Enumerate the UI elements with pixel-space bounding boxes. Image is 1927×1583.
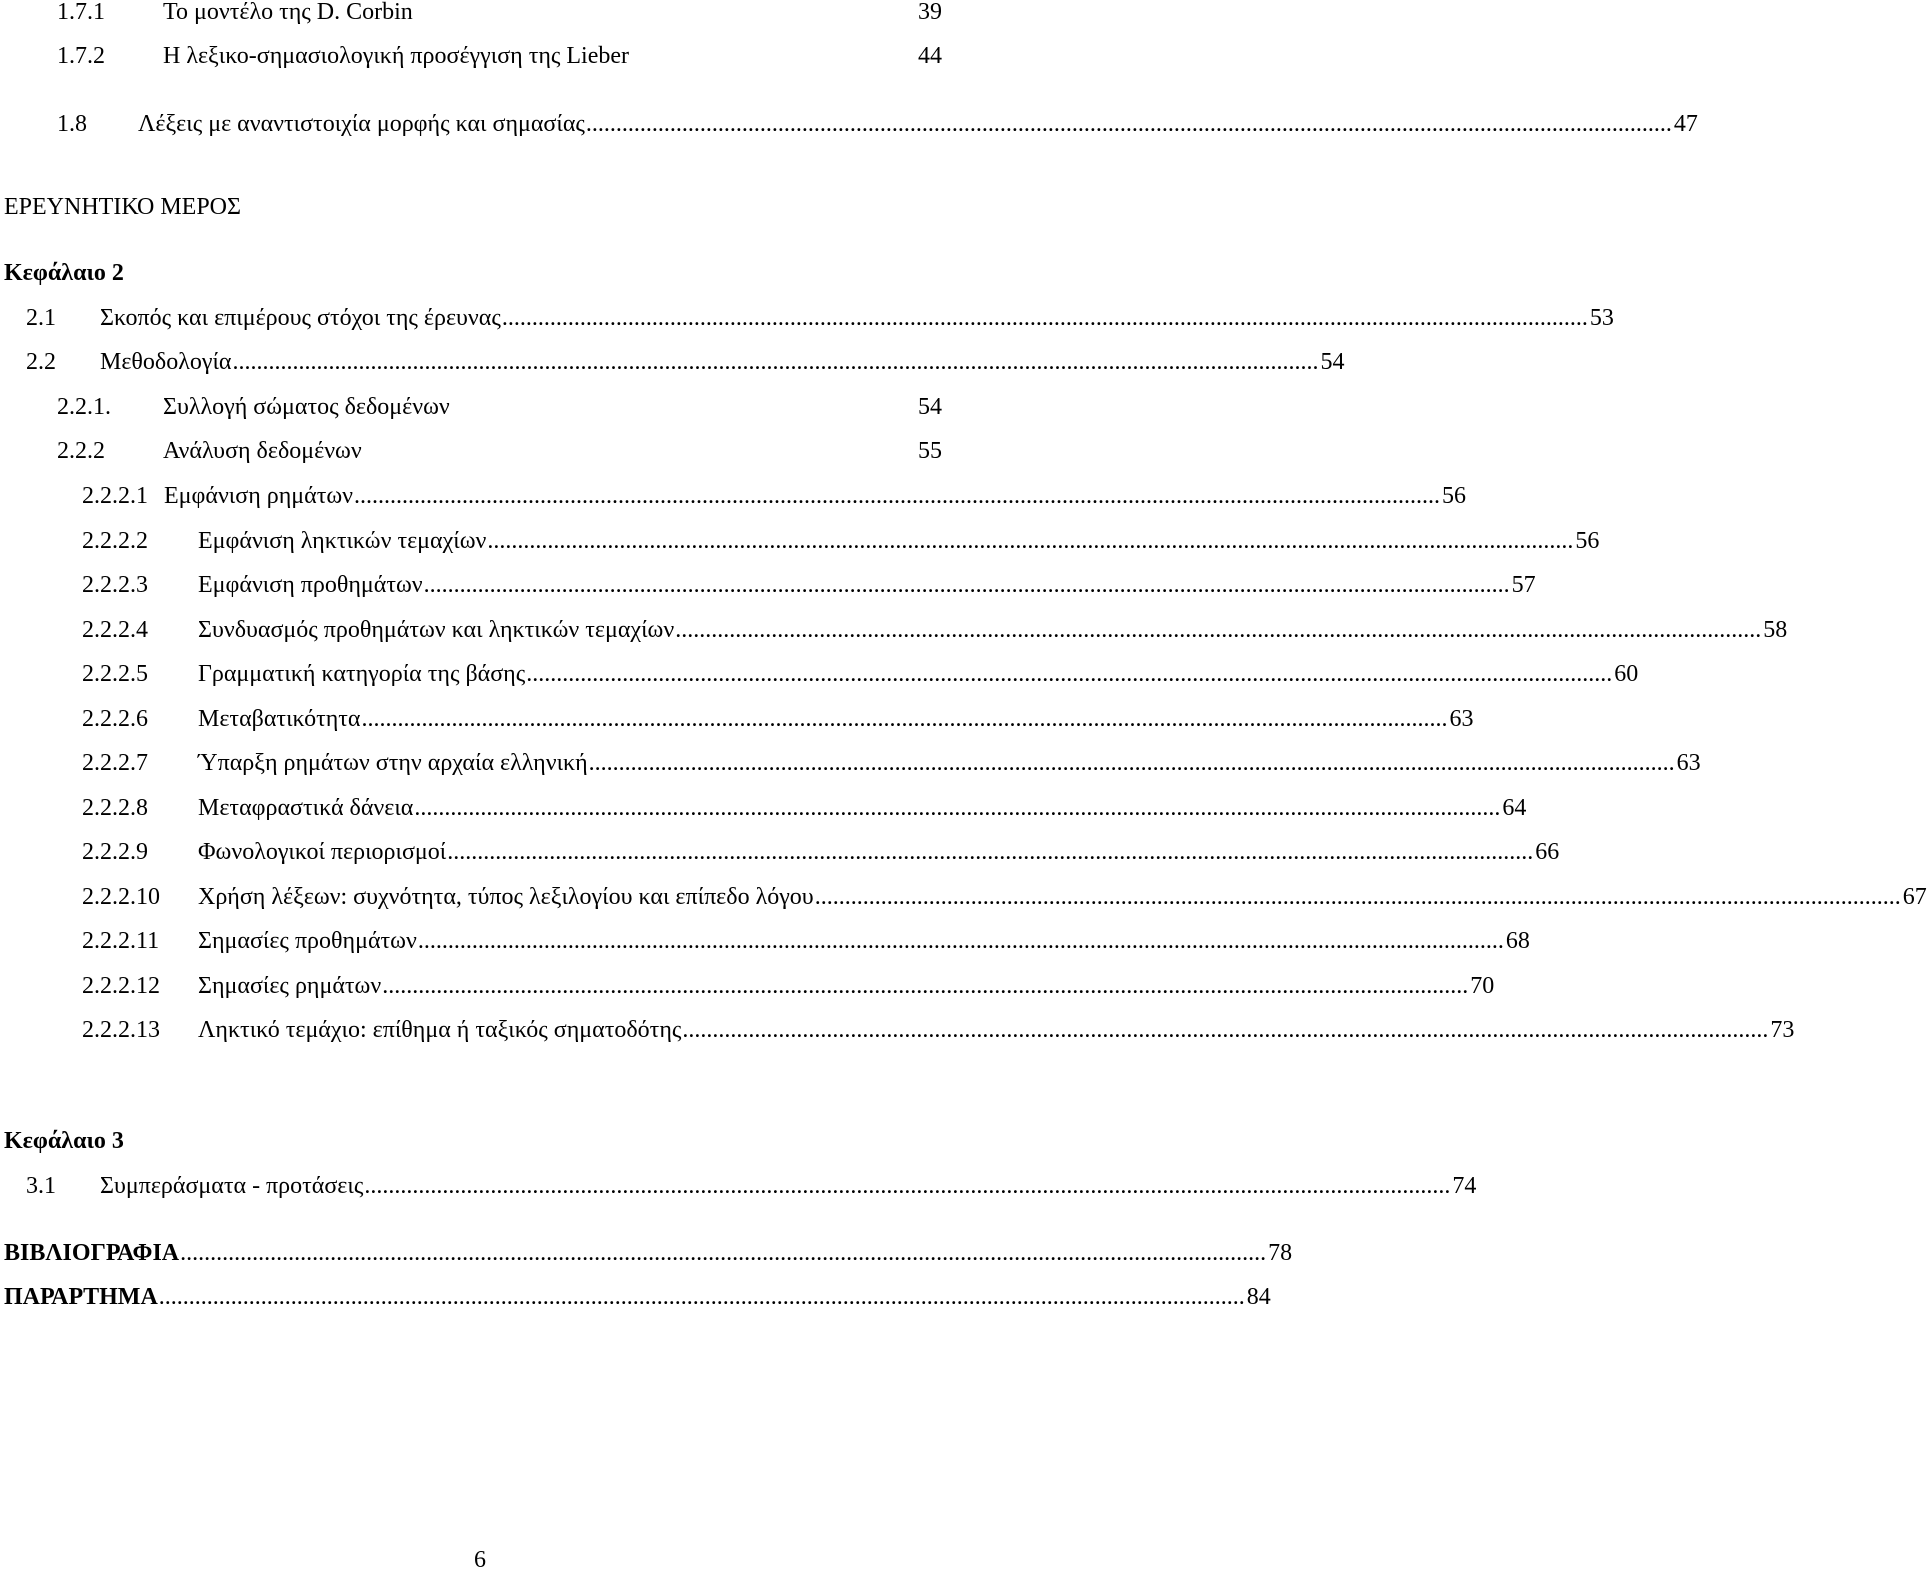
toc-entry-title: Ανάλυση δεδομένων: [163, 438, 362, 464]
toc-entry-page: 63: [1449, 706, 1474, 732]
toc-entry-number: 2.2.2.6: [82, 706, 148, 732]
toc-entry-page: 73: [1770, 1017, 1795, 1043]
toc-entry-title: ΒΙΒΛΙΟΓΡΑΦΙΑ: [4, 1240, 180, 1266]
toc-entry-page: 55: [918, 438, 942, 464]
toc-entry[interactable]: [0, 610, 1788, 650]
toc-entry-page: 54: [1320, 349, 1345, 375]
toc-entry[interactable]: [0, 431, 960, 471]
toc-entry-page: 63: [1676, 750, 1701, 776]
toc-entry[interactable]: [0, 1166, 1477, 1206]
toc-entry[interactable]: [0, 699, 1474, 739]
page-number: 6: [474, 1547, 486, 1573]
dot-leader: .....................................................................................................................................................................................: [180, 1240, 1267, 1266]
toc-entry-number: 2.2.2.1: [82, 483, 148, 509]
toc-entry-page: 60: [1614, 661, 1639, 687]
dot-leader: .....................................................................................................................................................................................: [414, 795, 1501, 821]
toc-entry-title: Φωνολογικοί περιορισμοί: [198, 839, 447, 865]
toc-entry-bibliography[interactable]: [0, 1233, 1293, 1273]
dot-leader: .....................................................................................................................................................................................: [501, 305, 1588, 331]
toc-entry-number: 2.2.2.5: [82, 661, 148, 687]
dot-leader: .....................................................................................................................................................................................: [232, 349, 1319, 375]
toc-entry-number: 1.7.2: [57, 43, 105, 69]
toc-entry-page: 44: [918, 43, 942, 69]
toc-entry-title: ΠΑΡΑΡΤΗΜΑ: [4, 1284, 158, 1310]
dot-leader: .....................................................................................................................................................................................: [382, 973, 1469, 999]
toc-entry-number: 2.2.2.3: [82, 572, 148, 598]
toc-entry[interactable]: [0, 1010, 1795, 1050]
dot-leader: .....................................................................................................................................................................................: [814, 884, 1901, 910]
toc-entry-page: 68: [1505, 928, 1530, 954]
toc-entry-title: Λέξεις με αναντιστοιχία μορφής και σημασίας: [138, 111, 585, 137]
toc-entry-page: 53: [1589, 305, 1614, 331]
toc-entry-page: 66: [1535, 839, 1560, 865]
toc-entry[interactable]: [0, 966, 1495, 1006]
toc-entry-number: 2.2.1.: [57, 394, 111, 420]
toc-entry-number: 2.2.2.10: [82, 884, 160, 910]
toc-entry-page: 78: [1268, 1240, 1293, 1266]
toc-entry-title: Συμπεράσματα - προτάσεις: [100, 1173, 364, 1199]
toc-entry[interactable]: [0, 521, 1600, 561]
toc-entry-title: Μεταβατικότητα: [198, 706, 361, 732]
toc-entry[interactable]: [0, 654, 1639, 694]
toc-entry-title: Συλλογή σώματος δεδομένων: [163, 394, 450, 420]
toc-entry-page: 39: [918, 0, 942, 25]
dot-leader: .....................................................................................................................................................................................: [675, 617, 1762, 643]
toc-entry-number: 1.8: [57, 111, 87, 137]
toc-entry-page: 70: [1470, 973, 1495, 999]
dot-leader: .....................................................................................................................................................................................: [354, 483, 1441, 509]
toc-entry-number: 2.2.2.9: [82, 839, 148, 865]
toc-entry[interactable]: [0, 342, 1345, 382]
toc-entry[interactable]: [0, 0, 960, 32]
toc-entry-page: 54: [918, 394, 942, 420]
toc-entry-page: 56: [1575, 528, 1600, 554]
dot-leader: .....................................................................................................................................................................................: [682, 1017, 1769, 1043]
toc-entry-title: Ύπαρξη ρημάτων στην αρχαία ελληνική: [198, 750, 588, 776]
toc-entry-page: 57: [1511, 572, 1536, 598]
dot-leader: .....................................................................................................................................................................................: [526, 661, 1613, 687]
toc-entry[interactable]: [0, 832, 1560, 872]
toc-entry[interactable]: [0, 387, 960, 427]
toc-entry-title: Συνδυασμός προθημάτων και ληκτικών τεμαχίων: [198, 617, 675, 643]
dot-leader: .....................................................................................................................................................................................: [417, 928, 1504, 954]
section-heading: ΕΡΕΥΝΗΤΙΚΟ ΜΕΡΟΣ: [4, 194, 241, 220]
dot-leader: .....................................................................................................................................................................................: [364, 1173, 1451, 1199]
toc-entry-title: Σημασίες προθημάτων: [198, 928, 417, 954]
toc-entry-title: Εμφάνιση προθημάτων: [198, 572, 423, 598]
toc-entry-page: 56: [1442, 483, 1467, 509]
toc-entry[interactable]: [0, 36, 960, 76]
toc-entry-number: 2.2.2.7: [82, 750, 148, 776]
toc-entry[interactable]: [0, 476, 1467, 516]
toc-entry-title: Ληκτικό τεμάχιο: επίθημα ή ταξικός σηματοδότης: [198, 1017, 682, 1043]
chapter-heading: Κεφάλαιο 2: [4, 260, 124, 286]
dot-leader: .....................................................................................................................................................................................: [585, 111, 1672, 137]
toc-entry-title: Μεταφραστικά δάνεια: [198, 795, 414, 821]
toc-entry-number: 2.2.2.12: [82, 973, 160, 999]
toc-entry-title: Χρήση λέξεων: συχνότητα, τύπος λεξιλογίου και επίπεδο λόγου: [198, 884, 814, 910]
chapter-heading: Κεφάλαιο 3: [4, 1128, 124, 1154]
dot-leader: .....................................................................................................................................................................................: [447, 839, 1534, 865]
toc-entry-title: Εμφάνιση ληκτικών τεμαχίων: [198, 528, 487, 554]
toc-entry-number: 2.2.2.2: [82, 528, 148, 554]
toc-entry-number: 3.1: [26, 1173, 56, 1199]
toc-entry-page: 84: [1246, 1284, 1271, 1310]
toc-entry-title: Το μοντέλο της D. Corbin: [163, 0, 413, 25]
toc-entry-title: Η λεξικο-σημασιολογική προσέγγιση της Lieber: [163, 43, 630, 69]
toc-entry-number: 2.2.2.4: [82, 617, 148, 643]
toc-entry-page: 74: [1452, 1173, 1477, 1199]
dot-leader: .....................................................................................................................................................................................: [588, 750, 1675, 776]
dot-leader: .....................................................................................................................................................................................: [158, 1284, 1245, 1310]
toc-entry-title: Εμφάνιση ρημάτων: [164, 483, 354, 509]
toc-entry[interactable]: [0, 921, 1530, 961]
toc-entry-appendix[interactable]: [0, 1277, 1271, 1317]
toc-entry[interactable]: [0, 877, 1927, 917]
toc-entry-page: 67: [1902, 884, 1927, 910]
toc-entry[interactable]: [0, 743, 1701, 783]
toc-entry-title: Μεθοδολογία: [100, 349, 232, 375]
toc-entry-title: Γραμματική κατηγορία της βάσης: [198, 661, 526, 687]
toc-entry[interactable]: [0, 104, 1698, 144]
toc-entry-page: 47: [1673, 111, 1698, 137]
toc-entry-title: Σημασίες ρημάτων: [198, 973, 382, 999]
toc-entry-page: 58: [1763, 617, 1788, 643]
toc-entry[interactable]: [0, 298, 1614, 338]
toc-entry[interactable]: [0, 565, 1536, 605]
toc-entry-title: Σκοπός και επιμέρους στόχοι της έρευνας: [100, 305, 501, 331]
toc-entry-number: 2.2.2.8: [82, 795, 148, 821]
dot-leader: .....................................................................................................................................................................................: [423, 572, 1510, 598]
toc-entry-number: 1.7.1: [57, 0, 105, 25]
toc-entry-number: 2.2.2.11: [82, 928, 160, 954]
toc-entry-number: 2.2: [26, 349, 56, 375]
toc-entry[interactable]: [0, 788, 1527, 828]
dot-leader: .....................................................................................................................................................................................: [487, 528, 1574, 554]
toc-entry-number: 2.2.2.13: [82, 1017, 160, 1043]
toc-entry-number: 2.2.2: [57, 438, 105, 464]
dot-leader: .....................................................................................................................................................................................: [361, 706, 1448, 732]
toc-entry-page: 64: [1502, 795, 1527, 821]
toc-entry-number: 2.1: [26, 305, 56, 331]
